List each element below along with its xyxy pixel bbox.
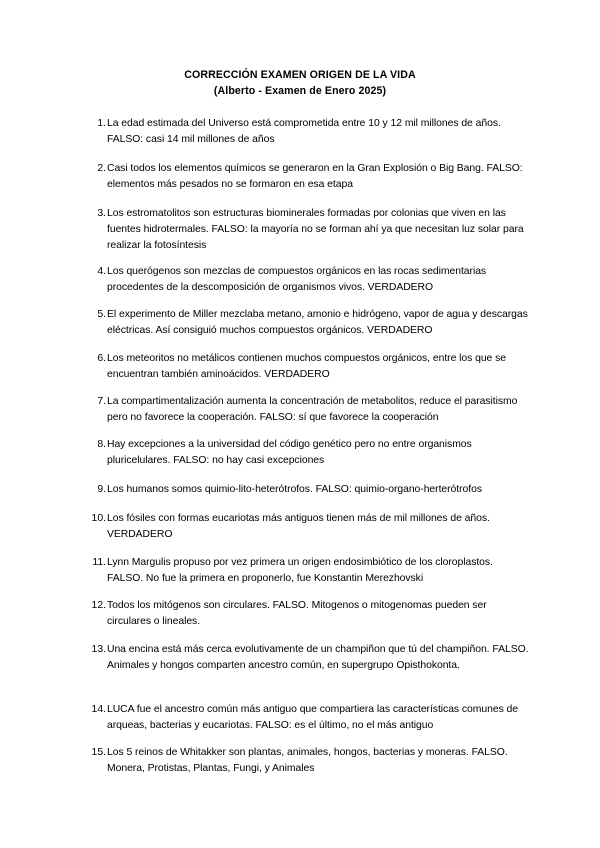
- item-text: Todos los mitógenos son circulares. FALSO. Mitogenos o mitogenomas pueden ser circulares o lineales.: [107, 600, 487, 627]
- document-title: CORRECCIÓN EXAMEN ORIGEN DE LA VIDA: [184, 69, 416, 81]
- item-number: 4.: [97, 266, 106, 277]
- item-text: Los querógenos son mezclas de compuestos orgánicos en las rocas sedimentarias procedentes de la descomposición de organismos vivos. VERDADERO: [107, 266, 487, 293]
- item-text: La edad estimada del Universo está comprometida entre 10 y 12 mil millones de años. FALSO: casi 14 mil millones de años: [107, 118, 501, 145]
- item-number: 3.: [97, 208, 106, 219]
- item-number: 12.: [91, 600, 106, 611]
- item-text: Los meteoritos no metálicos contienen muchos compuestos orgánicos, entre los que se encuentran también aminoácidos. VERDADERO: [107, 353, 506, 380]
- item-text: LUCA fue el ancestro común más antiguo que compartiera las características comunes de arqueas, bacterias y eucariotas. FALSO: es el último, no el más antiguo: [107, 704, 519, 731]
- item-number: 10.: [91, 513, 106, 524]
- item-text: Casi todos los elementos químicos se generaron en la Gran Explosión o Big Bang. FALSO: elementos más pesados no se formaron en esa etapa: [107, 163, 523, 190]
- item-number: 15.: [91, 747, 106, 758]
- item-text: Los humanos somos quimio-lito-heterótrofos. FALSO: quimio-organo-herterótrofos: [107, 484, 482, 495]
- document-subtitle: (Alberto - Examen de Enero 2025): [213, 85, 387, 97]
- item-text: Una encina está más cerca evolutivamente de un champiñon que tú del champiñon. FALSO. Animales y hongos comparten ancestro común, en supergrupo Opisthokonta.: [107, 644, 529, 671]
- item-number: 7.: [97, 396, 106, 407]
- item-number: 2.: [97, 163, 106, 174]
- item-text: Lynn Margulis propuso por vez primera un origen endosimbiótico de los cloroplastos. FALSO. No fue la primera en proponerlo, fue Konstantin Merezhovski: [107, 557, 493, 584]
- item-text: La compartimentalización aumenta la concentración de metabolitos, reduce el parasitismo pero no favorece la cooperación. FALSO: sí que favorece la cooperación: [107, 396, 518, 423]
- item-number: 13.: [91, 644, 106, 655]
- item-text: Hay excepciones a la universidad del código genético pero no entre organismos pluricelulares. FALSO: no hay casi excepciones: [107, 439, 472, 466]
- item-text: Los 5 reinos de Whitakker son plantas, animales, hongos, bacterias y moneras. FALSO. Monera, Protistas, Plantas, Fungi, y Animales: [107, 747, 508, 774]
- item-number: 11.: [92, 557, 106, 568]
- item-number: 9.: [97, 484, 106, 495]
- item-number: 14.: [91, 704, 106, 715]
- item-number: 1.: [97, 118, 106, 129]
- item-text: El experimento de Miller mezclaba metano, amonio e hidrógeno, vapor de agua y descargas eléctricas. Así consiguió muchos compuestos orgánicos. VERDADERO: [107, 309, 528, 336]
- item-number: 8.: [97, 439, 106, 450]
- item-text: Los fósiles con formas eucariotas más antiguos tienen más de mil millones de años. VERDADERO: [107, 513, 490, 540]
- item-number: 5.: [97, 309, 106, 320]
- item-text: Los estromatolitos son estructuras biominerales formadas por colonias que viven en las fuentes hidrotermales. FALSO: la mayoría no se forman ahí ya que necesitan luz solar para realizar la fotosíntesis: [107, 208, 524, 251]
- item-number: 6.: [97, 353, 106, 364]
